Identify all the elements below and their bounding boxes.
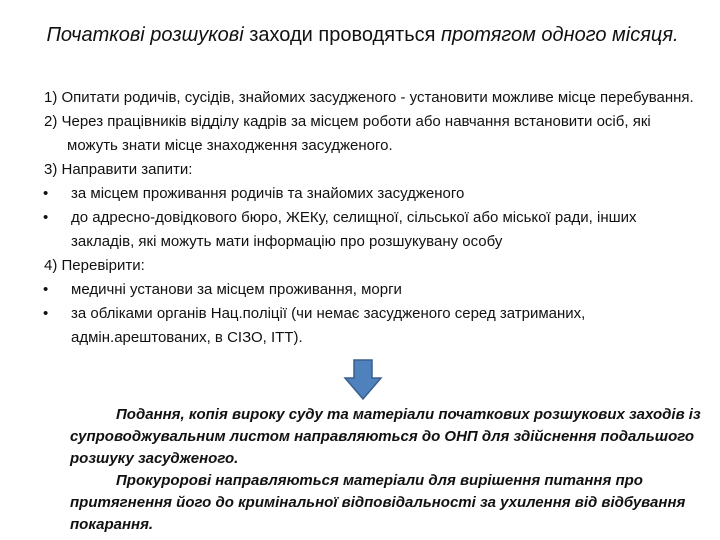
title-italic-start: Початкові розшукові <box>46 24 244 46</box>
arrow-down-icon <box>343 359 383 401</box>
item-4: 4) Перевірити: <box>44 257 145 274</box>
title-italic-end: протягом одного місяця. <box>441 24 679 46</box>
conclusion-paragraph-2: Прокуророві направляються матеріали для вирішення питання про притягнення його до кримінальної відповідальності за ухилення від відбування покарання. <box>70 472 686 533</box>
conclusion-paragraph-1: Подання, копія вироку суду та матеріали початкових розшукових заходів із супроводжувальним листом направляються до ОНП для здійснення подальшого розшуку засудженого. <box>70 406 701 467</box>
bullet-dot: • <box>43 305 49 322</box>
item-2: 2) Через працівників відділу кадрів за місцем роботи або навчання встановити осіб, які можуть знати місце знаходження засудженого. <box>44 113 651 154</box>
bullet-item-1 <box>44 182 694 206</box>
title-middle: заходи проводяться <box>243 24 442 46</box>
bullet-item-2 <box>44 206 694 254</box>
item-3: 3) Направити запити: <box>44 161 193 178</box>
bullet-dot: • <box>43 185 49 202</box>
bullet-text: до адресно-довідкового бюро, ЖЕКу, селищної, сільської або міської ради, інших закладів, які можуть мати інформацію про розшукувану особу <box>71 209 637 250</box>
bullet-item-4 <box>44 302 694 350</box>
bullet-item-3 <box>44 278 694 302</box>
bullet-dot: • <box>43 209 49 226</box>
measures-list <box>44 86 694 350</box>
bullet-dot: • <box>43 281 49 298</box>
bullet-text: медичні установи за місцем проживання, морги <box>71 281 402 298</box>
bullet-text: за обліками органів Нац.поліції (чи немає засудженого серед затриманих, адмін.арештованих, в СІЗО, ІТТ). <box>71 305 586 346</box>
bullet-text: за місцем проживання родичів та знайомих засудженого <box>71 185 465 202</box>
conclusion-block <box>70 404 702 536</box>
slide-title <box>30 22 695 49</box>
item-1: 1) Опитати родичів, сусідів, знайомих засудженого - установити можливе місце перебування. <box>44 89 694 106</box>
